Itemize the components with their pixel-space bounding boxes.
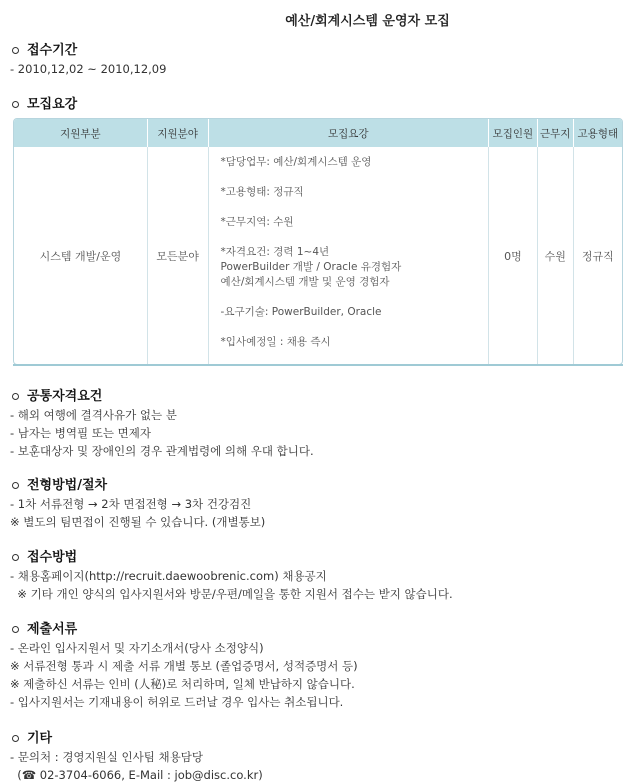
text-line: - 1차 서류전형 → 2차 면접전형 → 3차 건강검진 (10, 497, 252, 511)
text-line: - 온라인 입사지원서 및 자기소개서(당사 소정양식) (10, 641, 264, 655)
period-line: - 2010,12,02 ~ 2010,12,09 (10, 62, 167, 76)
table-bottom-rule (13, 364, 623, 366)
requirements-section (10, 96, 630, 114)
text-line: ※ 별도의 팀면접이 진행될 수 있습니다. (개별통보) (10, 515, 266, 529)
section-heading: 접수방법 (27, 550, 78, 565)
table-header-row (14, 119, 622, 147)
text-line: - 입사지원서는 기재내용이 허위로 드러날 경우 입사는 취소됩니다. (10, 695, 344, 709)
bullet-icon (12, 554, 19, 561)
cell-part: 시스템 개발/운영 (14, 147, 147, 364)
column-header: 지원부분 (14, 119, 147, 147)
period-section (10, 42, 630, 78)
cell-details (208, 147, 488, 364)
table-row (14, 147, 622, 364)
section-heading: 공통자격요건 (27, 389, 103, 404)
detail-line: *담당업무: 예산/회계시스템 운영 (220, 156, 372, 168)
requirements-table (13, 118, 623, 365)
section-heading: 모집요강 (27, 97, 78, 112)
text-line: - 보훈대상자 및 장애인의 경우 관계법령에 의해 우대 합니다. (10, 444, 314, 458)
bullet-icon (12, 47, 19, 54)
process-section (10, 477, 630, 531)
bullet-icon (12, 626, 19, 633)
detail-line: *고용형태: 정규직 (220, 186, 304, 198)
text-line: - 해외 여행에 결격사유가 없는 분 (10, 408, 177, 422)
column-header: 근무지 (537, 119, 573, 147)
text-line: ※ 제출하신 서류는 인비 (人秘)로 처리하며, 일체 반납하지 않습니다. (10, 677, 355, 691)
page-title: 예산/회계시스템 운영자 모집 (285, 14, 450, 29)
cell-headcount: 0명 (489, 147, 538, 364)
section-heading: 전형방법/절차 (27, 478, 108, 493)
documents-section (10, 621, 630, 711)
bullet-icon (12, 393, 19, 400)
detail-line: 예산/회계시스템 개발 및 운영 경험자 (220, 276, 390, 288)
etc-section (10, 730, 630, 784)
section-heading: 접수기간 (27, 43, 78, 58)
text-line: - 문의처 : 경영지원실 인사팀 채용담당 (10, 750, 203, 764)
cell-field: 모든분야 (147, 147, 208, 364)
detail-line: *입사예정일 : 채용 즉시 (220, 336, 331, 348)
column-header: 모집인원 (489, 119, 538, 147)
cell-employment: 정규직 (581, 249, 614, 263)
column-header: 지원분야 (147, 119, 208, 147)
text-line: (☎ 02-3704-6066, E-Mail : job@disc.co.kr) (10, 768, 263, 782)
detail-line: PowerBuilder 개발 / Oracle 유경험자 (220, 261, 402, 273)
section-heading: 기타 (27, 731, 53, 746)
bullet-icon (12, 482, 19, 489)
section-heading: 제출서류 (27, 622, 78, 637)
detail-line: *근무지역: 수원 (220, 216, 294, 228)
bullet-icon (12, 735, 19, 742)
detail-line: -요구기술: PowerBuilder, Oracle (220, 306, 382, 318)
text-line: ※ 기타 개인 양식의 입사지원서와 방문/우편/메일을 통한 지원서 접수는 받지 않습니다. (10, 587, 453, 601)
column-header: 고용형태 (573, 119, 622, 147)
text-line: - 남자는 병역필 또는 면제자 (10, 426, 151, 440)
bullet-icon (12, 101, 19, 108)
detail-line: *자격요건: 경력 1~4년 (220, 246, 330, 258)
text-line: ※ 서류전형 통과 시 제출 서류 개별 통보 (졸업증명서, 성적증명서 등) (10, 659, 358, 673)
qualifications-section (10, 388, 630, 460)
column-header: 모집요강 (208, 119, 488, 147)
text-line: - 채용홈페이지(http://recruit.daewoobrenic.com) 채용공지 (10, 569, 327, 583)
apply-section (10, 549, 630, 603)
cell-location: 수원 (537, 147, 573, 364)
